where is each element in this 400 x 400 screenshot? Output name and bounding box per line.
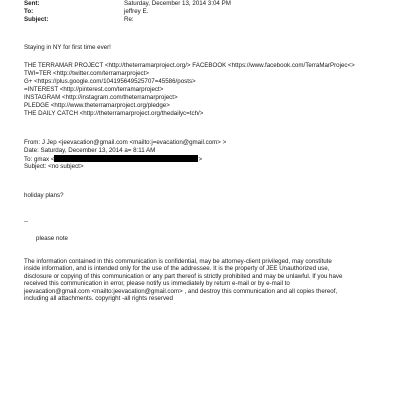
disclaimer-line: received this communication in error, please notify us immediately by return e-mail or by e-mail to — [24, 280, 290, 288]
subject-label: Subject: — [24, 16, 49, 23]
link-line: =INTEREST <http://pinterest.com/terramarproject> — [24, 86, 164, 93]
link-line: INSTAGRAM <http://instagram.com/theterramarproject> — [24, 94, 178, 101]
disclaimer-line: disclosure or copying of this communication or any part thereof is strictly prohibited and may be unlawful. If you have — [24, 272, 343, 280]
greeting-text: Staying in NY for first time ever! — [24, 44, 111, 51]
to-value: jeffrey E. — [124, 8, 149, 15]
disclaimer-line: jeevacation@gmail.com <mailto:jeevacation@gmail.com> , and destroy this communication and all copies thereof, — [24, 287, 338, 295]
link-line: PLEDGE <http://www.theterramarproject.org/pledge> — [24, 102, 170, 109]
confidentiality-disclaimer — [24, 258, 382, 302]
link-line: THE DAILY CATCH <http://theterramarproject.org/thedailyc=tch/> — [24, 110, 204, 117]
link-line: THE TERRAMAR PROJECT <http://theterramarproject.org/> FACEBOOK <https://www.facebook.com/TerraMarProjec<> — [24, 62, 355, 69]
quoted-subject: Subject: <no subject> — [24, 163, 84, 170]
please-note: please note — [36, 235, 68, 242]
subject-value: Re: — [124, 16, 134, 23]
disclaimer-line: including all attachments. copyright -all rights reserved — [24, 295, 173, 303]
quoted-to-suffix: > — [198, 156, 203, 163]
quoted-from: From: J Jep <jeevacation@gmail.com <mailto:j=evacation@gmail.com> > — [24, 139, 227, 146]
sent-value: Saturday, December 13, 2014 3:04 PM — [124, 0, 231, 7]
quoted-message: holiday plans? — [24, 192, 64, 199]
link-line: G+ <https://plus.google.com/104195649525707=45586/posts> — [24, 78, 196, 85]
signature-dashes: -- — [24, 218, 29, 225]
sent-label: Sent: — [24, 0, 40, 7]
redaction-bar — [54, 155, 198, 162]
quoted-date: Date: Saturday, December 13, 2014 a= 8:11 AM — [24, 147, 156, 154]
disclaimer-line: inside information, and is intended only for the use of the addressee. It is the property of JEE Unauthorized use, — [24, 265, 330, 273]
to-label: To: — [24, 8, 34, 15]
quoted-to-prefix: To: gmax < — [24, 156, 55, 163]
disclaimer-line: The information contained in this communication is confidential, may be attorney-client privileged, may constitute — [24, 258, 332, 265]
link-line: TWI=TER <http://twitter.com/terramarproject> — [24, 70, 149, 77]
